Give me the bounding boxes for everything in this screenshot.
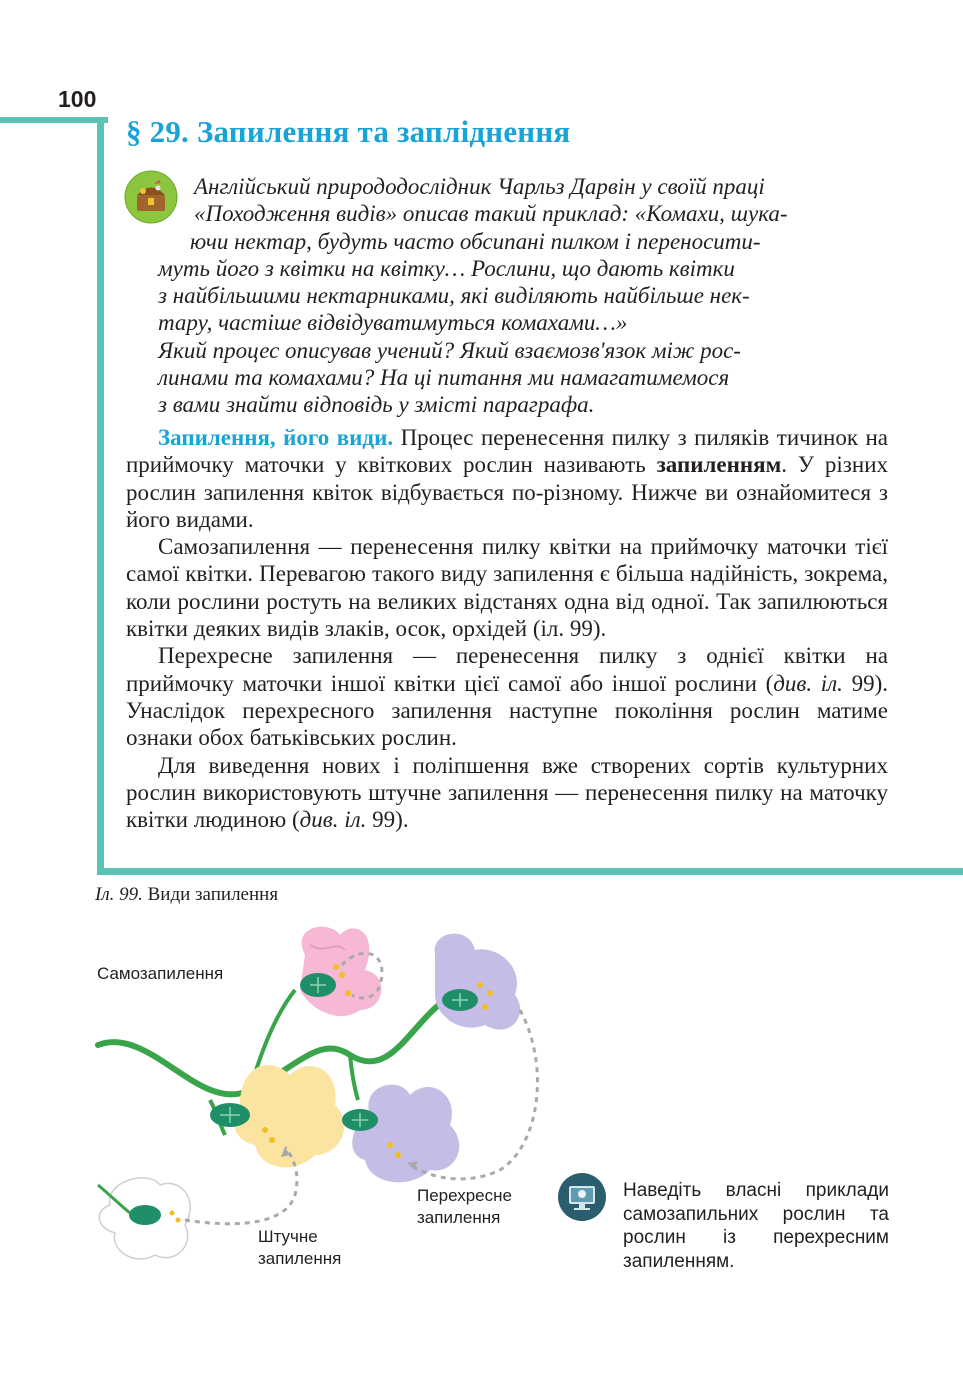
intro-line: ючи нектар, будуть часто обсипані пилком і переносити-	[190, 228, 761, 254]
intro-line: муть його з квітки на квітку… Рослини, що дають квітки	[158, 255, 735, 281]
intro-line: з найбільшими нектарниками, які виділяють найбільше нек-	[158, 283, 750, 309]
label-artificial-pollination	[258, 1226, 341, 1270]
label-cross-pollination	[417, 1185, 512, 1229]
yellow-flower	[210, 1065, 344, 1167]
paragraph-text: 99). Унаслідок перехресного запилення наступне покоління рослин матиме ознаки обох батьківських рослин.	[126, 670, 888, 751]
paragraph-text: Процес перенесення пилку з пиляків тичинок на приймочку маточки у квіткових рослин називають	[126, 425, 888, 478]
left-rule	[97, 117, 104, 874]
label-line: Перехресне	[417, 1186, 512, 1205]
intro-text	[126, 173, 888, 419]
figure-reference: див. іл.	[299, 807, 367, 833]
figure-caption	[95, 884, 278, 906]
body-text	[126, 424, 888, 833]
paragraph-text: Для виведення нових і поліпшення вже створених сортів культурних рослин використовують штучне запилення — перенесення пилку на маточку квітки людиною (	[126, 752, 888, 833]
paragraph-3	[126, 642, 888, 751]
bottom-rule	[97, 868, 963, 875]
label-self-pollination: Самозапилення	[97, 964, 224, 983]
figure-reference: див. іл.	[773, 670, 843, 696]
caption-text: Види запилення	[142, 884, 279, 905]
paragraph-1	[126, 424, 888, 533]
intro-line: тару, частіше відвідуватимуться комахами…»	[158, 310, 628, 336]
caption-number: Іл. 99.	[95, 884, 143, 905]
pink-flower	[300, 927, 381, 1016]
intro-line: з вами знайти відповідь у змісті параграфа.	[158, 392, 595, 418]
paragraph-4	[126, 752, 888, 834]
paragraph-text: . У різних рослин запилення квіток відбувається по-різному. Нижче ви ознайомитеся з його видами.	[126, 452, 888, 532]
label-line: запилення	[258, 1249, 342, 1268]
section-title: § 29. Запилення та запліднення	[126, 114, 571, 149]
intro-line: линами та комахами? На ці питання ми намагатимемося	[158, 365, 730, 391]
paragraph-2: Самозапилення — перенесення пилку квітки на приймочку маточки тієї самої квітки. Перевагою такого виду запилення є більша надійність, зокрема, коли рослини ростуть на великих відстанях одна від одної. Так запилюються квітки деяких видів злаків, осок, орхідей (іл. 99).	[126, 534, 888, 642]
top-rule	[0, 117, 108, 123]
microscope-computer-icon	[557, 1172, 607, 1222]
intro-line: Який процес описував учений? Який взаємозв'язок між рос-	[158, 337, 741, 363]
intro-line: «Походження видів» описав такий приклад: «Комахи, шука-	[194, 201, 788, 227]
white-flower	[98, 1178, 190, 1259]
term-bold: запиленням	[656, 452, 782, 478]
page-number: 100	[58, 86, 97, 112]
paragraph-text: 99).	[366, 807, 409, 833]
paragraph-text: Перехресне запилення — перенесення пилку з однієї квітки на приймочку маточки іншої квітки цієї самої або іншої рослини (	[126, 643, 888, 696]
task-text: Наведіть власні приклади самозапильних рослин та рослин із перехресним запиленням.	[623, 1180, 889, 1272]
label-line: Штучне	[258, 1227, 318, 1246]
intro-line: Англійський природодослідник Чарльз Дарвін у своїй праці	[194, 174, 765, 199]
lavender-flower-top	[435, 934, 521, 1030]
label-line: запилення	[417, 1208, 501, 1227]
subheading: Запилення, його види.	[158, 425, 394, 450]
